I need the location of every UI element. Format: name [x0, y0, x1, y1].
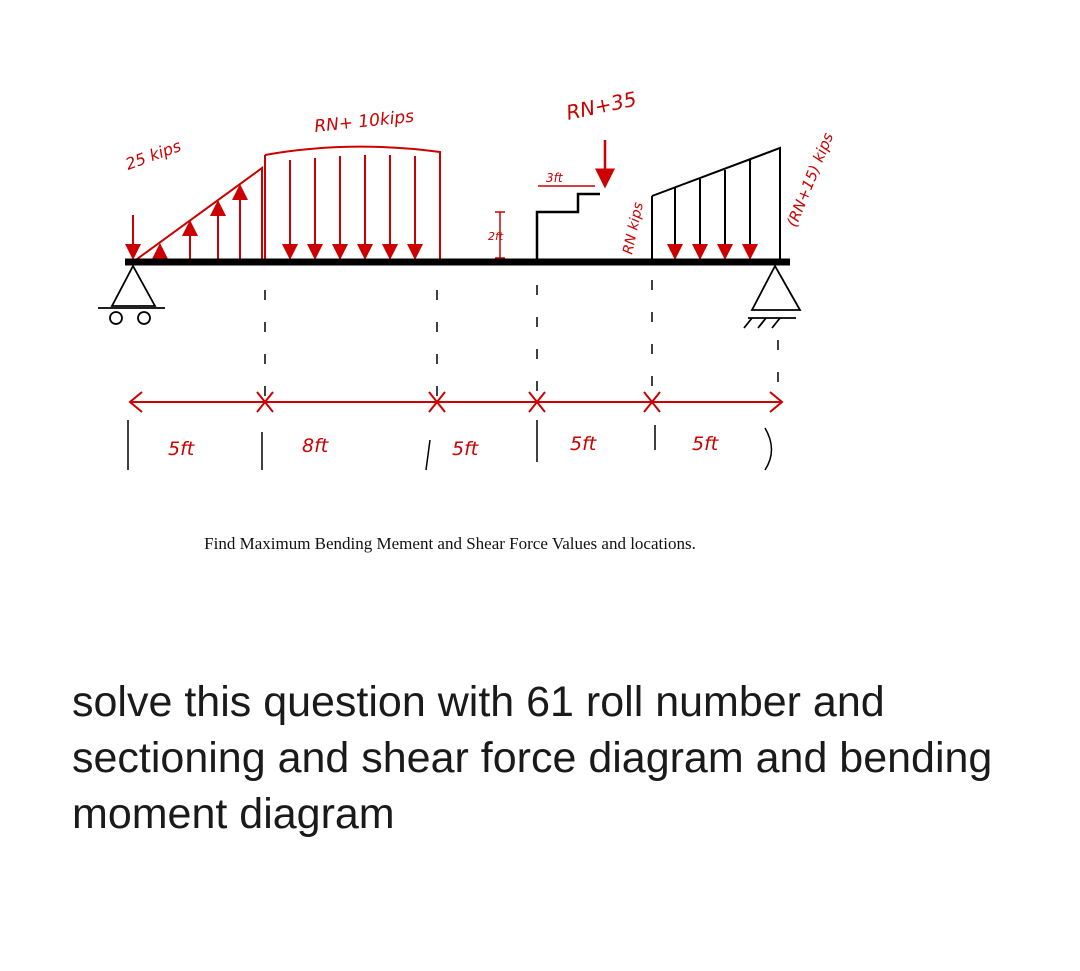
span-label: 5ft: [452, 438, 479, 460]
label-height: 2ft: [488, 230, 504, 243]
label-udl: RN+ 10kips: [313, 106, 416, 137]
span-label: 5ft: [692, 433, 719, 455]
section-lines: [265, 280, 778, 400]
span-label: 8ft: [302, 435, 329, 457]
label-point-load: RN+35: [564, 86, 639, 125]
span-label: 5ft: [168, 438, 195, 460]
problem-caption: Find Maximum Bending Mement and Shear Force Values and locations.: [204, 534, 696, 553]
question-text: solve this question with 61 roll number and sectioning and shear force diagram and bending moment diagram: [72, 678, 993, 838]
span-ticks: [128, 420, 772, 470]
label-right-load: (RN+15) kips: [783, 130, 838, 230]
pin-support-right: [744, 266, 800, 328]
span-dimension-line: [130, 392, 782, 412]
label-offset: 3ft: [546, 171, 563, 185]
roller-support-left: [98, 266, 165, 324]
udl-load: [265, 147, 440, 262]
bracket: [537, 194, 600, 260]
triangular-load-right: [652, 148, 780, 262]
triangular-load-left: [133, 168, 262, 262]
span-label: 5ft: [570, 433, 597, 455]
label-moment-load: RN kips: [620, 200, 647, 256]
label-left-load: 25 kips: [122, 136, 184, 174]
